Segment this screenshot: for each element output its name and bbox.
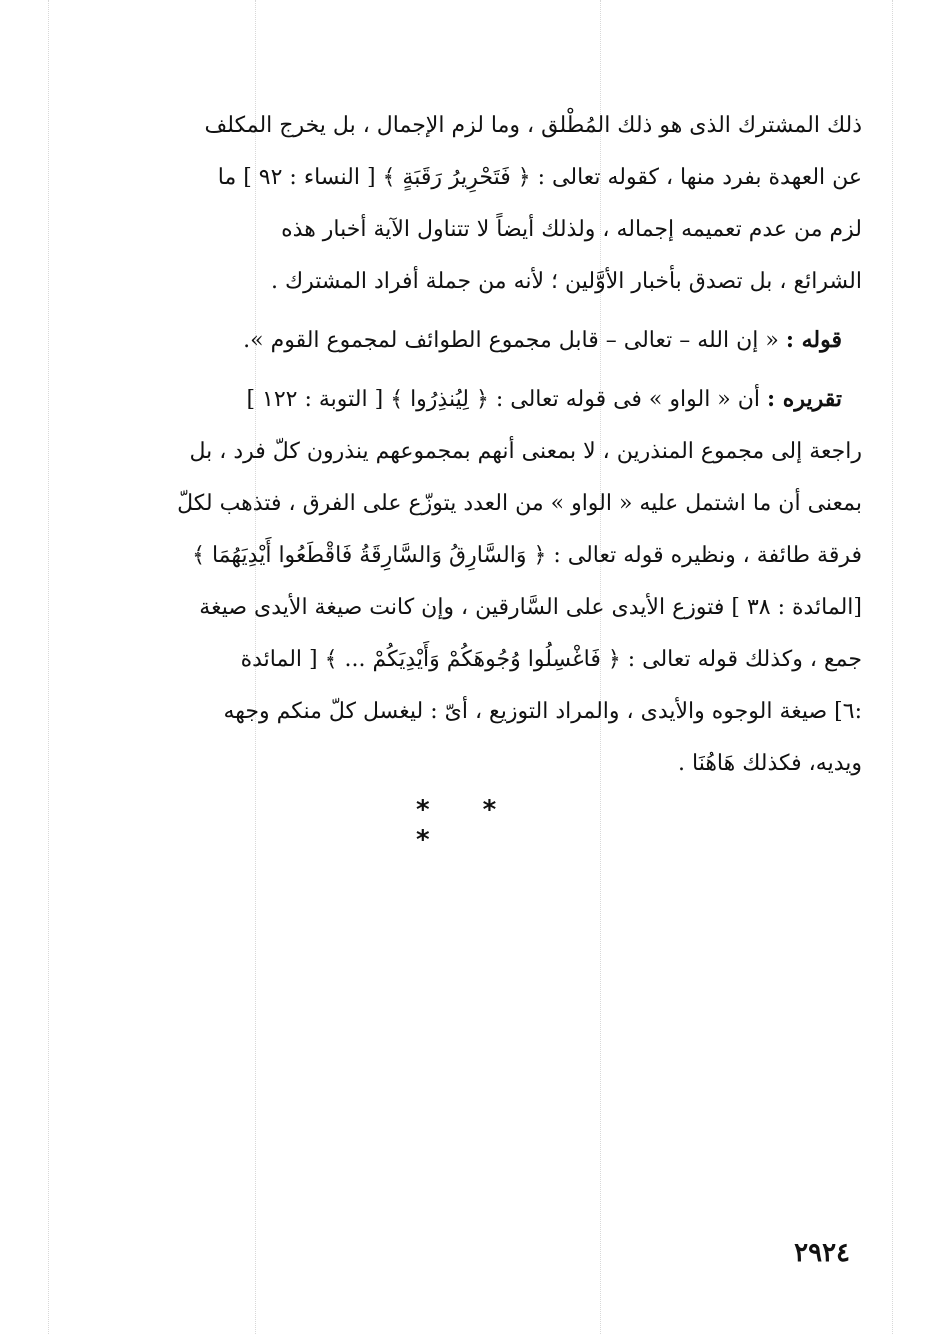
paragraph-lead: قوله : [785, 327, 842, 353]
text-line: لزم من عدم تعميمه إجماله ، ولذلك أيضاً لا تتناول الآية أخبار هذه [281, 217, 862, 242]
text-line: الشرائع ، بل تصدق بأخبار الأوَّلين ؛ لأنه من جملة أفراد المشترك . [270, 269, 862, 294]
text-line: :٦] صيغة الوجوه والأيدى ، والمراد التوزيع ، أىّ : ليغسل كلّ منكم وجهه [223, 699, 862, 724]
text-line: عن العهدة بفرد منها ، كقوله تعالى : ﴿ فَتَحْرِيرُ رَقَبَةٍ ﴾ [ النساء : ٩٢ ] ما [217, 165, 862, 190]
paragraph-2 [140, 314, 862, 367]
quoted-text: « إن الله – تعالى – قابل مجموع الطوائف لمجموع القوم ». [243, 328, 779, 353]
scan-artifact-line [48, 0, 49, 1334]
body-text [140, 100, 862, 790]
text-line: راجعة إلى مجموع المنذرين ، لا بمعنى أنهم بمجموعهم ينذرون كلّ فرد ، بل [189, 439, 862, 464]
text-line: فرقة طائفة ، ونظيره قوله تعالى : ﴿ وَالسَّارِقُ وَالسَّارِقَةُ فَاقْطَعُوا أَيْدِيَهُمَا ﴾ [192, 543, 862, 568]
text-line: [المائدة : ٣٨ ] فتوزع الأيدى على السَّارقين ، وإن كانت صيغة الأيدى صيغة [199, 595, 862, 620]
paragraph-3 [140, 373, 862, 790]
text-line: جمع ، وكذلك قوله تعالى : ﴿ فَاغْسِلُوا وُجُوهَكُمْ وَأَيْدِيَكُمْ ... ﴾ [ المائدة [240, 647, 862, 672]
scan-artifact-line [892, 0, 893, 1334]
text-line [140, 373, 862, 426]
paragraph-lead: تقريره : [767, 386, 842, 412]
text-line: بمعنى أن ما اشتمل عليه « الواو » من العدد يتوزّع على الفرق ، فتذهب لكلّ [177, 491, 862, 516]
paragraph-1 [140, 100, 862, 308]
text-line: ذلك المشترك الذى هو ذلك المُطْلق ، وما لزم الإجمال ، بل يخرج المكلف [204, 113, 862, 138]
text-segment: أن « الواو » فى قوله تعالى : ﴿ لِيُنذِرُوا ﴾ [ التوبة : ١٢٢ ] [246, 387, 761, 412]
page-number: ٢٩٢٤ [794, 1238, 850, 1268]
section-separator: * * * [416, 795, 519, 855]
text-line [140, 314, 862, 367]
text-line: ويديه، فكذلك هَاهُنَا . [678, 751, 862, 776]
